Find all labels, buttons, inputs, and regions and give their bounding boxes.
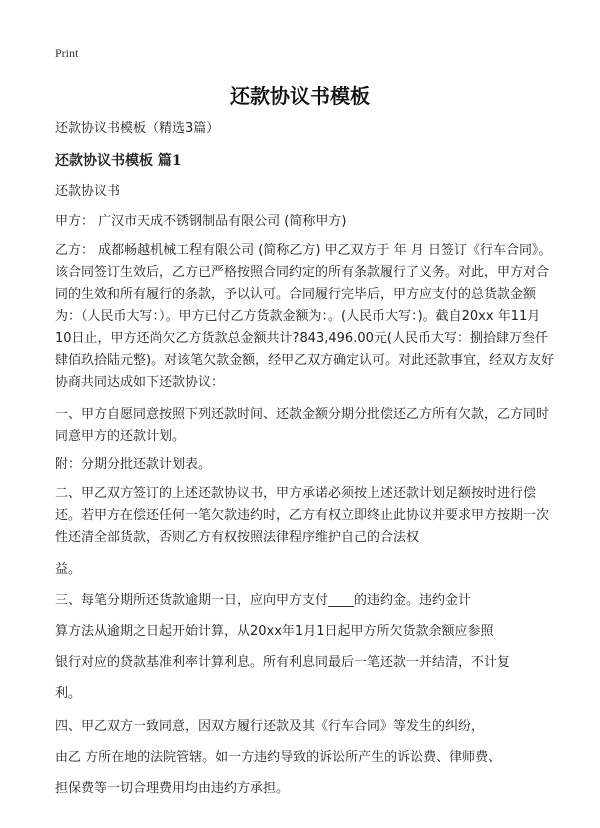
section-heading: 还款协议书模板 篇1 <box>55 153 182 169</box>
attachment-note: 附：分期分批还款计划表。 <box>55 457 212 472</box>
agreement-title: 还款协议书 <box>55 184 121 199</box>
clause-3-line-4: 利。 <box>55 686 82 701</box>
clause-4-line-2: 由乙 方所在地的法院管辖。如一方违约导致的诉讼所产生的诉讼费、律师费、 <box>55 750 502 765</box>
clause-2-paragraph: 二、甲乙双方签订的上述还款协议书，甲方承诺必须按上述还款计划足额按时进行偿还。若甲方在偿还任何一笔欠款违约时，乙方有权立即终止此协议并要求甲方按期一次性还清全部货款，否则乙方有权按照法律程序维护自己的合法权 <box>55 486 550 545</box>
document-title: 还款协议书模板 <box>230 84 370 108</box>
clause-3-line-3: 银行对应的贷款基准利率计算利息。所有利息同最后一笔还款一并结清，不计复 <box>55 655 511 670</box>
party-a-paragraph: 甲方： 广汉市天成不锈钢制品有限公司 (简称甲方) <box>55 214 347 229</box>
clause-3-line-1: 三、每笔分期所还货款逾期一日，应向甲方支付____的违约金。违约金计 <box>55 593 472 608</box>
clause-4-line-1: 四、甲乙双方一致同意，因双方履行还款及其《行车合同》等发生的纠纷， <box>55 719 485 734</box>
party-b-paragraph: 乙方： 成都畅越机械工程有限公司 (简称乙方) 甲乙双方于 年 月 日签订《行车合同》。该合同签订生效后，乙方已严格按照合同约定的所有条款履行了义务。对此，甲方对合同的生效和所有履行的条款，予以认可。合同履行完毕后，甲方应支付的总货款金额为：（人民币大写：）。甲方已付乙方货款金额为：。(人民币大写：)。截自20xx 年11月10日止，甲方还尚欠乙方货款总金额共计?843,496.00元(人民币大写：捌拾肆万叁仟肆佰玖拾陆元整)。对该笔欠款金额，经甲乙双方确定认可。对此还款事宜，经双方友好协商共同达成如下还款协议： <box>55 243 555 390</box>
document-subtitle: 还款协议书模板（精选3篇） <box>55 121 220 136</box>
print-label: Print <box>55 46 79 60</box>
clause-3-line-2: 算方法从逾期之日起开始计算，从20xx年1月1日起甲方所欠货款余额应参照 <box>55 624 494 639</box>
clause-2-end: 益。 <box>55 562 82 577</box>
clause-1-paragraph: 一、甲方自愿同意按照下列还款时间、还款金额分期分批偿还乙方所有欠款，乙方同时同意甲方的还款计划。 <box>55 407 550 444</box>
clause-4-line-3: 担保费等一切合理费用均由违约方承担。 <box>55 781 290 796</box>
